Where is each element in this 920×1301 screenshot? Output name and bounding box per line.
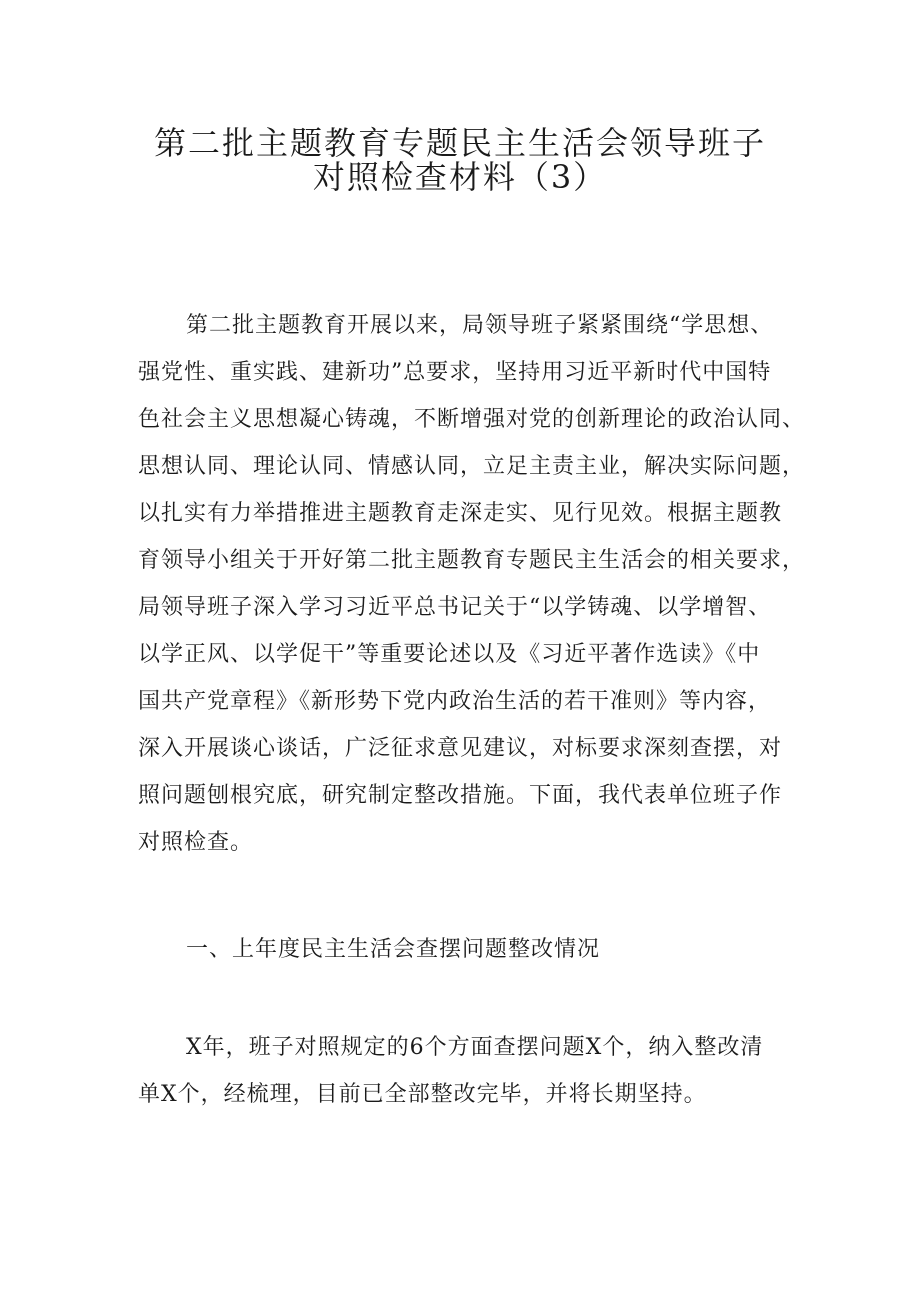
paragraph-line: 单X个，经梳理，目前已全部整改完毕，并将长期坚持。 <box>138 1082 707 1107</box>
paragraph-line: 强党性、重实践、建新功”总要求，坚持用习近平新时代中国特 <box>138 360 772 385</box>
paragraph-line: 局领导班子深入学习习近平总书记关于“以学铸魂、以学增智、 <box>138 595 772 620</box>
section-heading: 一、上年度民主生活会查摆问题整改情况 <box>186 937 601 962</box>
paragraph-line: 色社会主义思想凝心铸魂，不断增强对党的创新理论的政治认同、 <box>138 407 806 432</box>
paragraph-line: 照问题刨根究底，研究制定整改措施。下面，我代表单位班子作 <box>138 783 783 808</box>
paragraph-line: 深入开展谈心谈话，广泛征求意见建议，对标要求深刻查摆，对 <box>138 736 783 761</box>
paragraph-line: X年，班子对照规定的6个方面查摆问题X个，纳入整改清 <box>186 1035 764 1060</box>
paragraph-line: 以扎实有力举措推进主题教育走深走实、见行见效。根据主题教 <box>138 501 783 526</box>
paragraph-line: 思想认同、理论认同、情感认同，立足主责主业，解决实际问题， <box>138 454 806 479</box>
paragraph-line: 对照检查。 <box>138 830 254 855</box>
paragraph-line: 国共产党章程》《新形势下党内政治生活的若干准则》等内容， <box>138 689 772 714</box>
document-title-line-1: 第二批主题教育专题民主生活会领导班子 <box>153 124 766 162</box>
paragraph-line: 第二批主题教育开展以来，局领导班子紧紧围绕“学思想、 <box>186 313 774 338</box>
paragraph-line: 以学正风、以学促干”等重要论述以及《习近平著作选读》《中 <box>138 642 761 667</box>
paragraph-line: 育领导小组关于开好第二批主题教育专题民主生活会的相关要求， <box>138 548 806 573</box>
document-title-line-2: 对照检查材料（3） <box>312 158 608 196</box>
